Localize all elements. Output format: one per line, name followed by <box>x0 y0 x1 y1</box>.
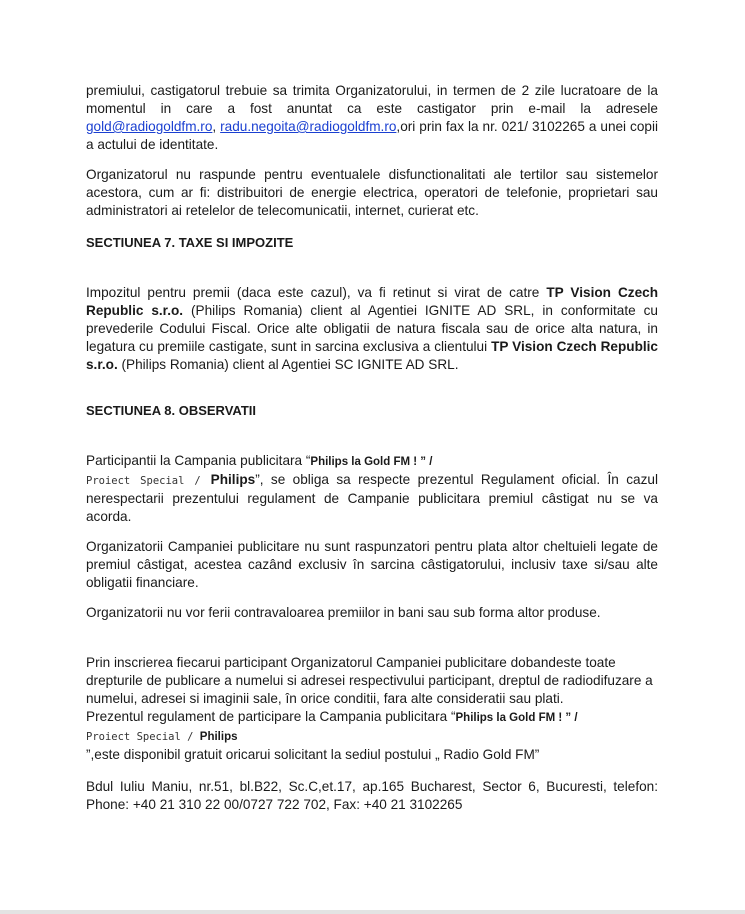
company-name: TP Vision Czech Republic s.r.o. <box>86 285 658 318</box>
brand-name: Philips <box>210 472 256 487</box>
prize-claim-text: premiului, castigatorul trebuie sa trimita Organizatorului, in termen de 2 zile lucratoare de la momentul in care a fost anuntat ca este castigator prin e-mail la adresele <box>86 83 658 116</box>
section-7-heading: SECTIUNEA 7. TAXE SI IMPOZITE <box>86 235 294 250</box>
participants-text-2: ”, se obliga sa respecte prezentul Regulament oficial. În cazul nerespectarii prezentului regulament de Campanie publicitara premiul câstigat nu se va acorda. <box>86 472 658 524</box>
availability-text-1: Prezentul regulament de participare la Campania publicitara “ <box>86 709 456 724</box>
project-label: Proiect Special / <box>86 475 211 487</box>
paragraph-publication-rights: Prin inscrierea fiecarui participant Organizatorul Campaniei publicitare dobandeste toate drepturile de publicare a numelui si adresei respectivului participant, dreptul de radiodifuzare a numelui, adresei si imaginii sale, în orice conditii, fara alte consideratii sau plati. <box>86 655 653 706</box>
brand-name: Philips <box>199 731 238 743</box>
participants-text-1: Participantii la Campania publicitara “ <box>86 453 311 468</box>
prize-claim-fax-text: ,ori prin fax la nr. 021/ 3102265 a unei copii a actului de identitate. <box>86 119 658 152</box>
page-bottom-border <box>0 910 745 914</box>
paragraph-liability: Organizatorul nu raspunde pentru eventualele disfunctionalitati ale tertilor sau sistemelor acestora, cum ar fi: distribuitori de energie electrica, operatori de telefonie, proprietari sau administratori ai retelelor de telecomunicatii, internet, curierat etc. <box>86 167 658 218</box>
taxes-text-1: Impozitul pentru premii (daca este cazul), va fi retinut si virat de catre <box>86 285 547 300</box>
taxes-text-2: (Philips Romania) client al Agentiei IGNITE AD SRL, in conformitate cu prevederile Codului Fiscal. Orice alte obligatii de natura fiscala sau de orice alta natura, in legatura cu premiile castigate, sunt in sarcina exclusiva a clientului <box>86 303 658 354</box>
email-link-radu-negoita[interactable]: radu.negoita@radiogoldfm.ro <box>220 119 397 134</box>
paragraph-prize-claim <box>86 82 658 154</box>
taxes-text-3: (Philips Romania) client al Agentiei SC IGNITE AD SRL. <box>117 357 459 372</box>
paragraph-address: Bdul Iuliu Maniu, nr.51, bl.B22, Sc.C,et.17, ap.165 Bucharest, Sector 6, Bucuresti, telefon: Phone: +40 21 310 22 00/0727 722 702, Fax: +40 21 3102265 <box>86 779 658 812</box>
availability-text-2: ”,este disponibil gratuit oricarui solicitant la sediul postului „ Radio Gold FM” <box>86 747 540 762</box>
comma-separator: , <box>212 119 221 134</box>
document-body <box>86 82 658 814</box>
campaign-name: Philips la Gold FM ! ” / <box>310 456 433 468</box>
paragraph-participants <box>86 452 658 526</box>
paragraph-no-cash: Organizatorii nu vor ferii contravaloarea premiilor in bani sau sub forma altor produse. <box>86 605 601 620</box>
section-8-heading: SECTIUNEA 8. OBSERVATII <box>86 403 256 418</box>
email-link-gold[interactable]: gold@radiogoldfm.ro <box>86 119 213 134</box>
company-name: TP Vision Czech Republic s.r.o. <box>86 339 658 372</box>
paragraph-taxes <box>86 284 658 374</box>
paragraph-costs: Organizatorii Campaniei publicitare nu sunt raspunzatori pentru plata altor cheltuieli legate de premiul câstigat, acestea cazând exclusiv în sarcina câstigatorului, inclusiv taxe si/sau alte obligatii financiare. <box>86 539 658 590</box>
project-label: Proiect Special / <box>86 731 200 743</box>
campaign-name: Philips la Gold FM ! ” / <box>455 712 578 724</box>
paragraph-availability <box>86 708 658 764</box>
